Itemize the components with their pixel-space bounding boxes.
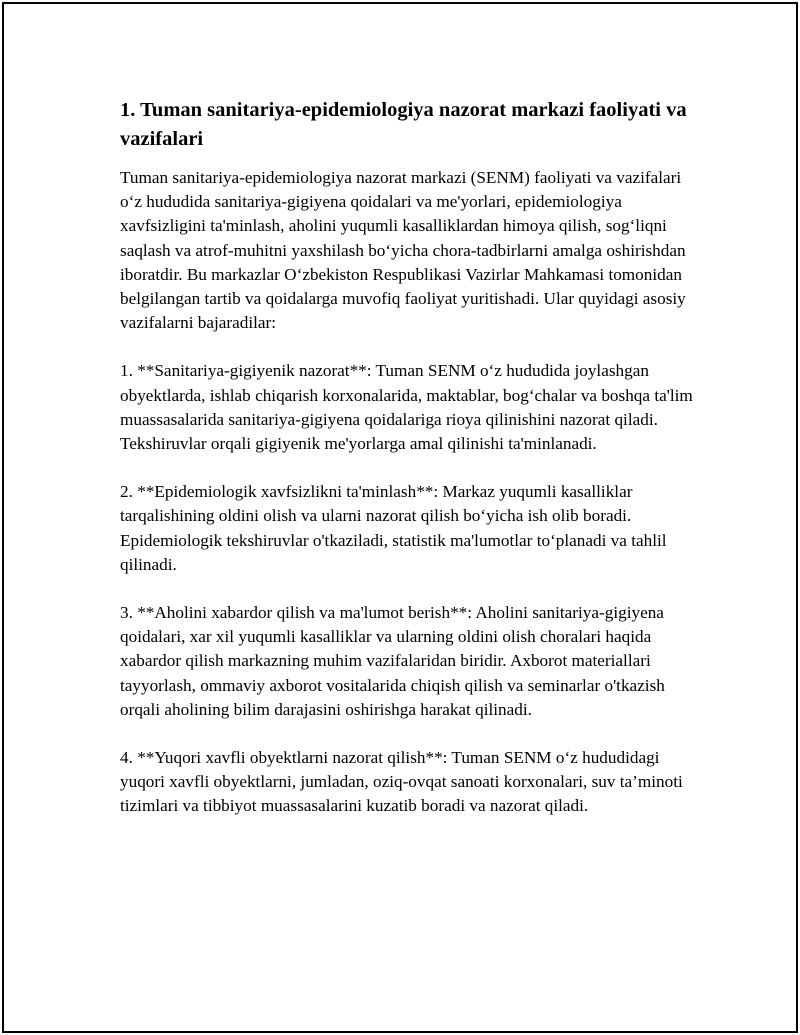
page-frame (2, 2, 798, 1033)
list-item-high-risk-objects: 4. **Yuqori xavfli obyektlarni nazorat qilish**: Tuman SENM o‘z hududidagi yuqori xavfli obyektlarni, jumladan, oziq-ovqat sanoati korxonalari, suv ta’minoti tizimlari va tibbiyot muassasalarini kuzatib boradi va nazorat qiladi. (120, 748, 683, 816)
section-heading: 1. Tuman sanitariya-epidemiologiya nazorat markazi faoliyati va vazifalari (120, 99, 687, 150)
intro-paragraph: Tuman sanitariya-epidemiologiya nazorat markazi (SENM) faoliyati va vazifalari o‘z hududida sanitariya-gigiyena qoidalari va me'yorlari, epidemiologiya xavfsizligini ta'minlash, aholini yuqumli kasalliklardan himoya qilish, sog‘liqni saqlash va atrof-muhitni yaxshilash bo‘yicha chora-tadbirlarni amalga oshirishdan iboratdir. Bu markazlar O‘zbekiston Respublikasi Vazirlar Mahkamasi tomonidan belgilangan tartib va qoidalarga muvofiq faoliyat yuritishadi. Ular quyidagi asosiy vazifalarni bajaradilar: (120, 168, 686, 333)
list-item-sanitary-hygienic-control: 1. **Sanitariya-gigiyenik nazorat**: Tuman SENM o‘z hududida joylashgan obyektlarda, ishlab chiqarish korxonalarida, maktablar, bog‘chalar va boshqa ta'lim muassasalarida sanitariya-gigiyena qoidalariga rioya qilinishini nazorat qiladi. Tekshiruvlar orqali gigiyenik me'yorlarga amal qilinishi ta'minlanadi. (120, 361, 693, 454)
document-body (120, 96, 694, 843)
list-item-epidemiological-safety: 2. **Epidemiologik xavfsizlikni ta'minlash**: Markaz yuqumli kasalliklar tarqalishining oldini olish va ularni nazorat qilish bo‘yicha ish olib boradi. Epidemiologik tekshiruvlar o'tkaziladi, statistik ma'lumotlar to‘planadi va tahlil qilinadi. (120, 482, 667, 574)
list-item-public-information: 3. **Aholini xabardor qilish va ma'lumot berish**: Aholini sanitariya-gigiyena qoidalari, xar xil yuqumli kasalliklar va ularning oldini olish choralari haqida xabardor qilish markazning muhim vazifalaridan biridir. Axborot materiallari tayyorlash, ommaviy axborot vositalarida chiqish qilish va seminarlar o'tkazish orqali aholining bilim darajasini oshirishga harakat qilinadi. (120, 603, 665, 719)
